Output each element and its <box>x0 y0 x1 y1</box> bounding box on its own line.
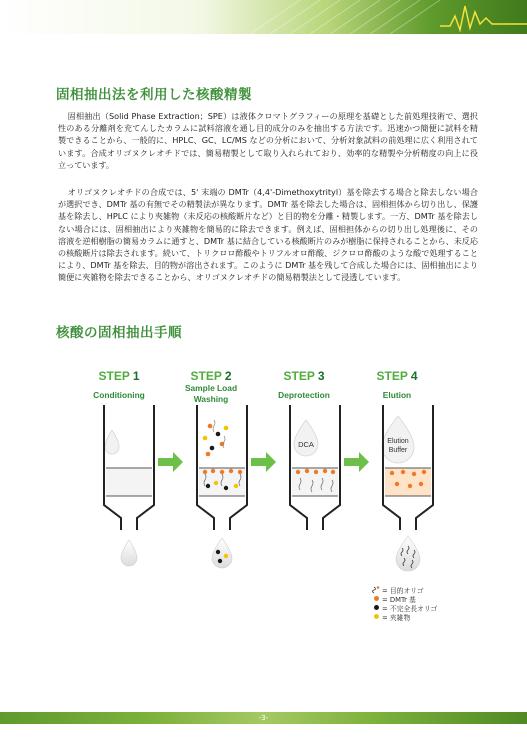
legend-label: = DMTr 基 <box>382 595 416 604</box>
arrow-right-icon <box>251 452 276 472</box>
diagram-legend <box>370 585 490 621</box>
step-4-number: 4 <box>410 369 418 383</box>
step-4-label: STEP <box>376 369 408 383</box>
step-3-column <box>290 405 340 530</box>
legend-label: = 目的オリゴ <box>382 586 424 595</box>
black-dot-icon <box>370 605 382 610</box>
elution-buffer-label: Elution Buffer <box>387 438 409 454</box>
step-4-name: Elution <box>382 390 412 400</box>
step-1-number: 1 <box>132 369 140 383</box>
step-2-number: 2 <box>224 369 232 383</box>
eluate-drop <box>121 540 137 566</box>
step-1-label: STEP <box>98 369 130 383</box>
step-4-column <box>382 405 433 571</box>
step-2-label: STEP <box>190 369 222 383</box>
resin-bed <box>106 468 152 496</box>
legend-label: = 不完全長オリゴ <box>382 604 438 613</box>
step-1-name: Conditioning <box>93 390 145 400</box>
yellow-dot-icon <box>370 614 382 619</box>
oligo-strand-icon <box>370 586 382 594</box>
legend-label: = 夾雑物 <box>382 613 411 622</box>
dmtr-dot-icon <box>370 596 382 601</box>
arrow-right-icon <box>158 452 183 472</box>
dca-label: DCA <box>298 440 314 449</box>
paragraph-dmtr-purification: オリゴヌクレオチドの合成では、5' 末端の DMTr（4,4'-Dimethoxytrityl）基を除去する場合と除去しない場合が選択でき、DMTr 基の有無でその精製法が異なります。DMTr 基を除去した場合は、固相担体から切り出し、保護基を除去し、HPLC により夾雑物（未反応の核酸断片など）と目的物を分離・精製します。一方、DMTr 基を除去しない場合には、固相抽出により夾雑物を簡易的に除去できます。例えば、固相担体からの切り出し処理後に、その溶液を逆相樹脂の簡易カラムに通すと、DMTr 基に結合している核酸断片のみが樹脂に保持されることから、未反応の核酸断片は除去されます。続いて、トリクロロ酢酸やトリフルオロ酢酸、ジクロロ酢酸のような酸で処理することにより、DMTr 基を除去、目的物が溶出されます。このように DMTr 基を残して合成した場合には、固相抽出により簡便に夾雑物を除去できることから、オリゴヌクレオチドの簡易精製法として浸透しています。 <box>58 187 478 283</box>
page-number: -3- <box>258 714 269 722</box>
step-2-name: Sample Load Washing <box>184 383 238 404</box>
step-1-column <box>104 405 154 566</box>
sample-molecules <box>203 420 229 456</box>
step-3-number: 3 <box>317 369 325 383</box>
section-title-solid-phase-extraction: 固相抽出法を利用した核酸精製 <box>56 87 252 103</box>
paragraph-spe-intro: 固相抽出（Solid Phase Extraction；SPE）は液体クロマトグラフィーの原理を基礎とした前処理技術で、選択性のある分離剤を充てんしたカラムに試料溶液を通し目的成分のみを抽出する方法です。迅速かつ簡便に試料を精製できることから、一般的に、HPLC、GC、LC/MS などの分析において、分析対象試料の前処理に広く利用されています。合成オリゴヌクレオチドでは、簡易精製として取り入れられており、効率的な精製や分析精度の向上に役立っています。 <box>58 111 478 170</box>
legend-item-impurity <box>370 612 490 621</box>
step-2-column <box>197 405 247 568</box>
step-3-name: Deprotection <box>278 390 330 400</box>
section-title-spe-procedure: 核酸の固相抽出手順 <box>56 325 182 341</box>
solvent-drop-icon <box>105 430 119 454</box>
arrow-right-icon <box>344 452 369 472</box>
dca-drop-icon <box>294 420 318 456</box>
step-3-label: STEP <box>283 369 315 383</box>
eluate-drop <box>212 538 232 568</box>
